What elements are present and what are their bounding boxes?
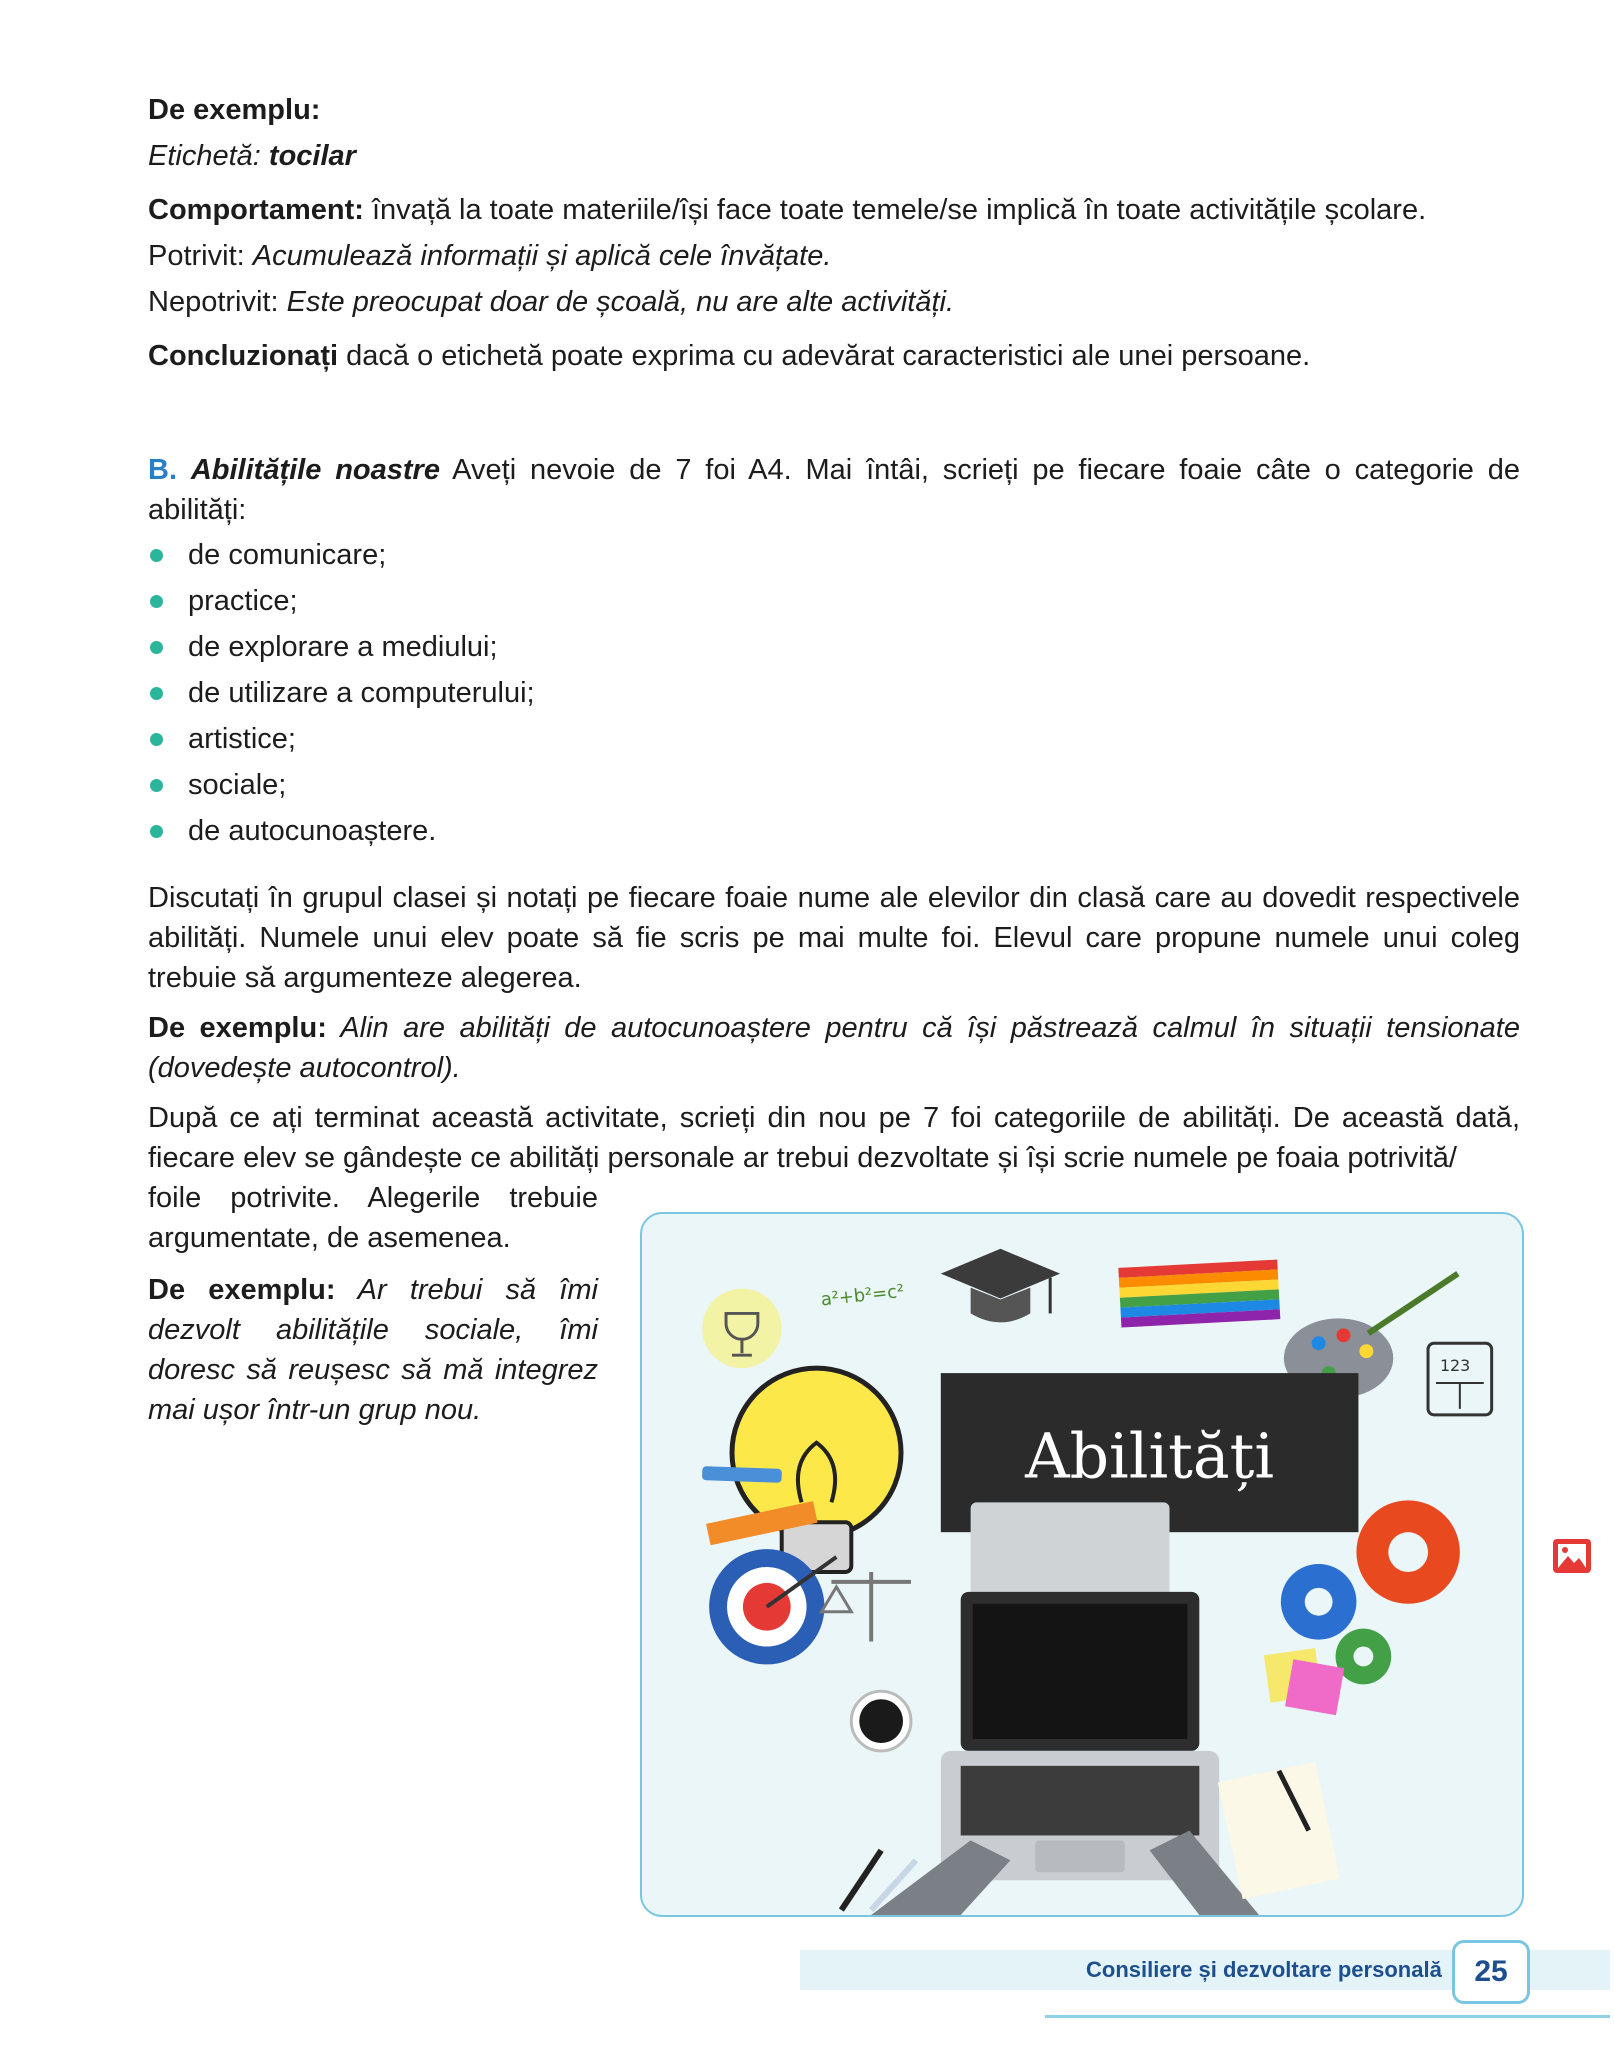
unfit-label: Nepotrivit: (148, 286, 279, 318)
example3-label: De exemplu: (148, 1274, 336, 1306)
pencil-icon (702, 1466, 782, 1483)
list-item: de explorare a mediului; (148, 624, 1520, 670)
ability-categories (148, 532, 1520, 854)
after-paragraph: După ce ați terminat această activitate, scrieți din nou pe 7 foi categoriile de abilități. De această dată, fiecare elev se gândește ce abilități personale ar trebui dezvoltate și își scrie numele pe foaia potrivită/ (148, 1102, 1520, 1174)
list-item: de comunicare; (148, 532, 1520, 578)
image-icon[interactable] (1552, 1538, 1592, 1574)
bullet-icon (150, 687, 163, 700)
list-item: de utilizare a computerului; (148, 670, 1520, 716)
svg-text:123: 123 (1439, 1356, 1471, 1376)
abilities-illustration (640, 1212, 1524, 1917)
bullet-icon (150, 549, 163, 562)
example-tocilar (148, 90, 1520, 376)
section-b-intro (148, 450, 1520, 530)
formula-text: a²+b²=c² (819, 1280, 906, 1311)
after-continued: foile potrivite. Alegerile trebuie argumentate, de asemenea. (148, 1182, 598, 1254)
unfit-text: Este preocupat doar de școală, nu are alte activități. (286, 286, 955, 318)
example3-text: Ar trebui să îmi dezvolt abilitățile sociale, îmi doresc să reușesc să mă integrez mai ușor într-un grup nou. (148, 1274, 598, 1426)
conclude-label: Concluzionați (148, 340, 339, 372)
fit-label: Potrivit: (148, 240, 245, 272)
list-item: practice; (148, 578, 1520, 624)
label-word: tocilar (268, 140, 356, 172)
behavior-text: învață la toate materiile/își face toate temele/se implică în toate activitățile școlare. (363, 194, 1427, 226)
bullet-icon (150, 825, 163, 838)
bullet-icon (150, 641, 163, 654)
bullet-icon (150, 779, 163, 792)
laptop-icon (941, 1502, 1219, 1880)
list-item: de autocunoaștere. (148, 808, 1520, 854)
example-alin (148, 1008, 1520, 1088)
graduation-cap-icon (941, 1249, 1060, 1323)
trophy-icon (702, 1289, 782, 1369)
rainbow-stripes (1118, 1260, 1280, 1328)
list-item: artistice; (148, 716, 1520, 762)
section-intro: Aveți nevoie de 7 foi A4. Mai întâi, scrieți pe fiecare foaie câte o categorie de abilități: (148, 454, 1521, 526)
list-item: sociale; (148, 762, 1520, 808)
discuss-paragraph: Discutați în grupul clasei și notați pe fiecare foaie nume ale elevilor din clasă care au dovedit respectivele abilități. Numele unui elev poate să fie scris pe mai multe foi. Elevul care propune numele unui coleg trebuie să argumenteze alegerea. (148, 882, 1520, 994)
footer-title: Consiliere și dezvoltare personală (1086, 1957, 1442, 1982)
page-number: 25 (1452, 1940, 1530, 2004)
section-letter: B. (148, 454, 177, 486)
example2-label: De exemplu: (148, 1012, 327, 1044)
section-title: Abilitățile noastre (190, 454, 440, 486)
fit-text: Acumulează informații și aplică cele învățate. (252, 240, 832, 272)
behavior-label: Comportament: (148, 194, 364, 226)
scales-icon (821, 1572, 910, 1642)
label-prefix: Etichetă: (148, 140, 261, 172)
example-social (148, 1270, 598, 1430)
calculator-icon (1428, 1343, 1492, 1415)
example-heading: De exemplu: (148, 94, 321, 126)
example2-text: Alin are abilități de autocunoaștere pentru că își păstrează calmul în situații tensionate (dovedește autocontrol). (148, 1012, 1520, 1084)
bullet-icon (150, 733, 163, 746)
footer-divider (1045, 2015, 1610, 2018)
board-text: Abilități (1025, 1420, 1275, 1493)
bullet-icon (150, 595, 163, 608)
coffee-cup-icon (851, 1691, 911, 1751)
conclude-text: dacă o etichetă poate exprima cu adevărat caracteristici ale unei persoane. (338, 340, 1311, 372)
